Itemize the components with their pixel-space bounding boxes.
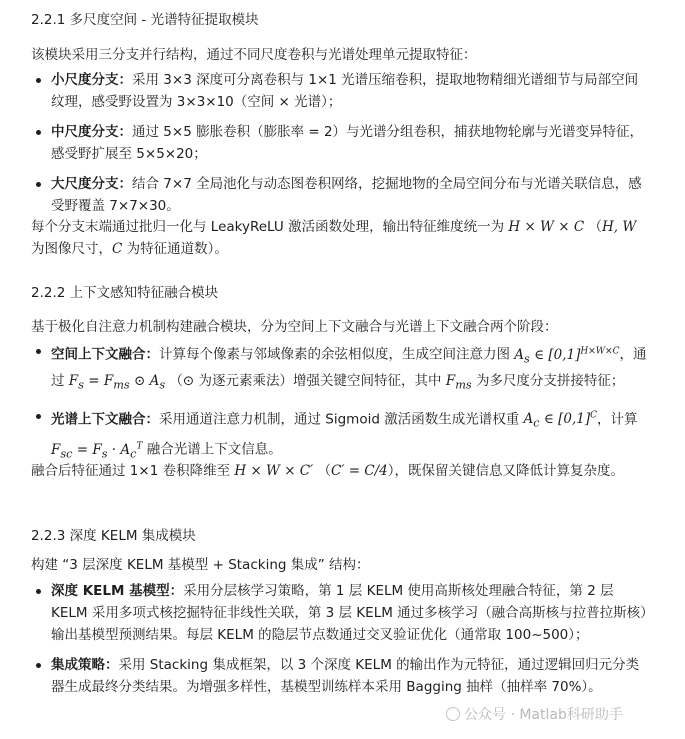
section-heading-2-2-1: 2.2.1 多尺度空间 - 光谱特征提取模块 <box>31 12 259 28</box>
math-attention-map: $A_s$ ∈ $[0,1]^{H\times W\times C}$ <box>514 346 620 366</box>
section-heading-2-2-2: 2.2.2 上下文感知特征融合模块 <box>31 285 219 301</box>
section-outro-2-2-1: 每个分支末端通过批归一化与 LeakyReLU 激活函数处理，输出特征维度统一为 H × W × C （H, W 为图像尺寸，C 为特征通道数）。 <box>31 219 637 257</box>
math-spectral-fusion: $F_{sc} = F_s \cdot A_c^T$ <box>51 441 143 461</box>
list-item-deep-kelm: 深度 KELM 基模型：采用分层核学习策略，第 1 层 KELM 使用高斯核处理融合特征，第 2 层 KELM 采用多项式核挖掘特征非线性关联，第 3 层 KELM 通过多核学习（融合高斯核与拉普拉斯核）输出基模型预测结果。每层 KELM 的隐层节点数通过交叉验证优化（通常取 100~500）； <box>31 580 647 646</box>
math-spectral-weight: $A_c$ ∈ $[0,1]^C$ <box>523 410 598 431</box>
watermark: 公众号 · Matlab科研助手 <box>446 704 623 726</box>
list-item-large-scale: 大尺度分支：结合 7×7 全局池化与动态图卷积网络，挖掘地物的全局空间分布与光谱关联信息，感受野覆盖 7×7×30。 <box>31 173 647 217</box>
list-item-small-scale: 小尺度分支：采用 3×3 深度可分离卷积与 1×1 光谱压缩卷积，提取地物精细光谱细节与局部空间纹理，感受野设置为 3×3×10（空间 × 光谱）； <box>31 69 647 113</box>
math-fms: $F_{ms}$ <box>445 373 472 392</box>
section-intro-2-2-3: 构建 “3 层深度 KELM 基模型 + Stacking 集成” 结构： <box>31 557 370 573</box>
bullet-list-2-2-2 <box>31 340 647 465</box>
math-channel-ratio: C′ = C/4 <box>331 463 388 479</box>
list-item-spatial-context: 空间上下文融合：计算每个像素与邻域像素的余弦相似度，生成空间注意力图 $A_s$ ∈ $[0,1]^{H\times W\times C}$，通过 $F_s = F_{ms}$ ⊙ $A_s$ （⊙ 为逐元素乘法）增强关键空间特征，其中 $F_{ms}$ 为多尺度分支拼接特征； <box>31 340 647 397</box>
list-item-medium-scale: 中尺度分支：通过 5×5 膨胀卷积（膨胀率 = 2）与光谱分组卷积，捕获地物轮廓与光谱变异特征，感受野扩展至 5×5×20； <box>31 121 647 165</box>
math-reduced-dimension: H × W × C′ <box>234 463 314 479</box>
math-dimension: H × W × C <box>508 219 585 235</box>
section-intro-2-2-1: 该模块采用三分支并行结构，通过不同尺度卷积与光谱处理单元提取特征： <box>31 47 477 63</box>
section-intro-2-2-2: 基于极化自注意力机制构建融合模块，分为空间上下文融合与光谱上下文融合两个阶段： <box>31 319 558 335</box>
bullet-list-2-2-1 <box>31 69 647 217</box>
section-heading-2-2-3: 2.2.3 深度 KELM 集成模块 <box>31 528 196 544</box>
math-spatial-fusion: $F_s = F_{ms}$ ⊙ $A_s$ <box>68 373 166 392</box>
bullet-list-2-2-3 <box>31 580 647 698</box>
list-item-spectral-context: 光谱上下文融合：采用通道注意力机制，通过 Sigmoid 激活函数生成光谱权重 $A_c$ ∈ $[0,1]^C$，计算 $F_{sc} = F_s \cdot A_c^T$ 融合光谱上下文信息。 <box>31 405 647 465</box>
list-item-ensemble-strategy: 集成策略：采用 Stacking 集成框架，以 3 个深度 KELM 的输出作为元特征，通过逻辑回归元分类器生成最终分类结果。为增强多样性，基模型训练样本采用 Bagging 抽样（抽样率 70%）。 <box>31 654 647 698</box>
wechat-icon <box>446 707 460 721</box>
section-outro-2-2-2: 融合后特征通过 1×1 卷积降维至 H × W × C′ （C′ = C/4），既保留关键信息又降低计算复杂度。 <box>31 463 625 479</box>
